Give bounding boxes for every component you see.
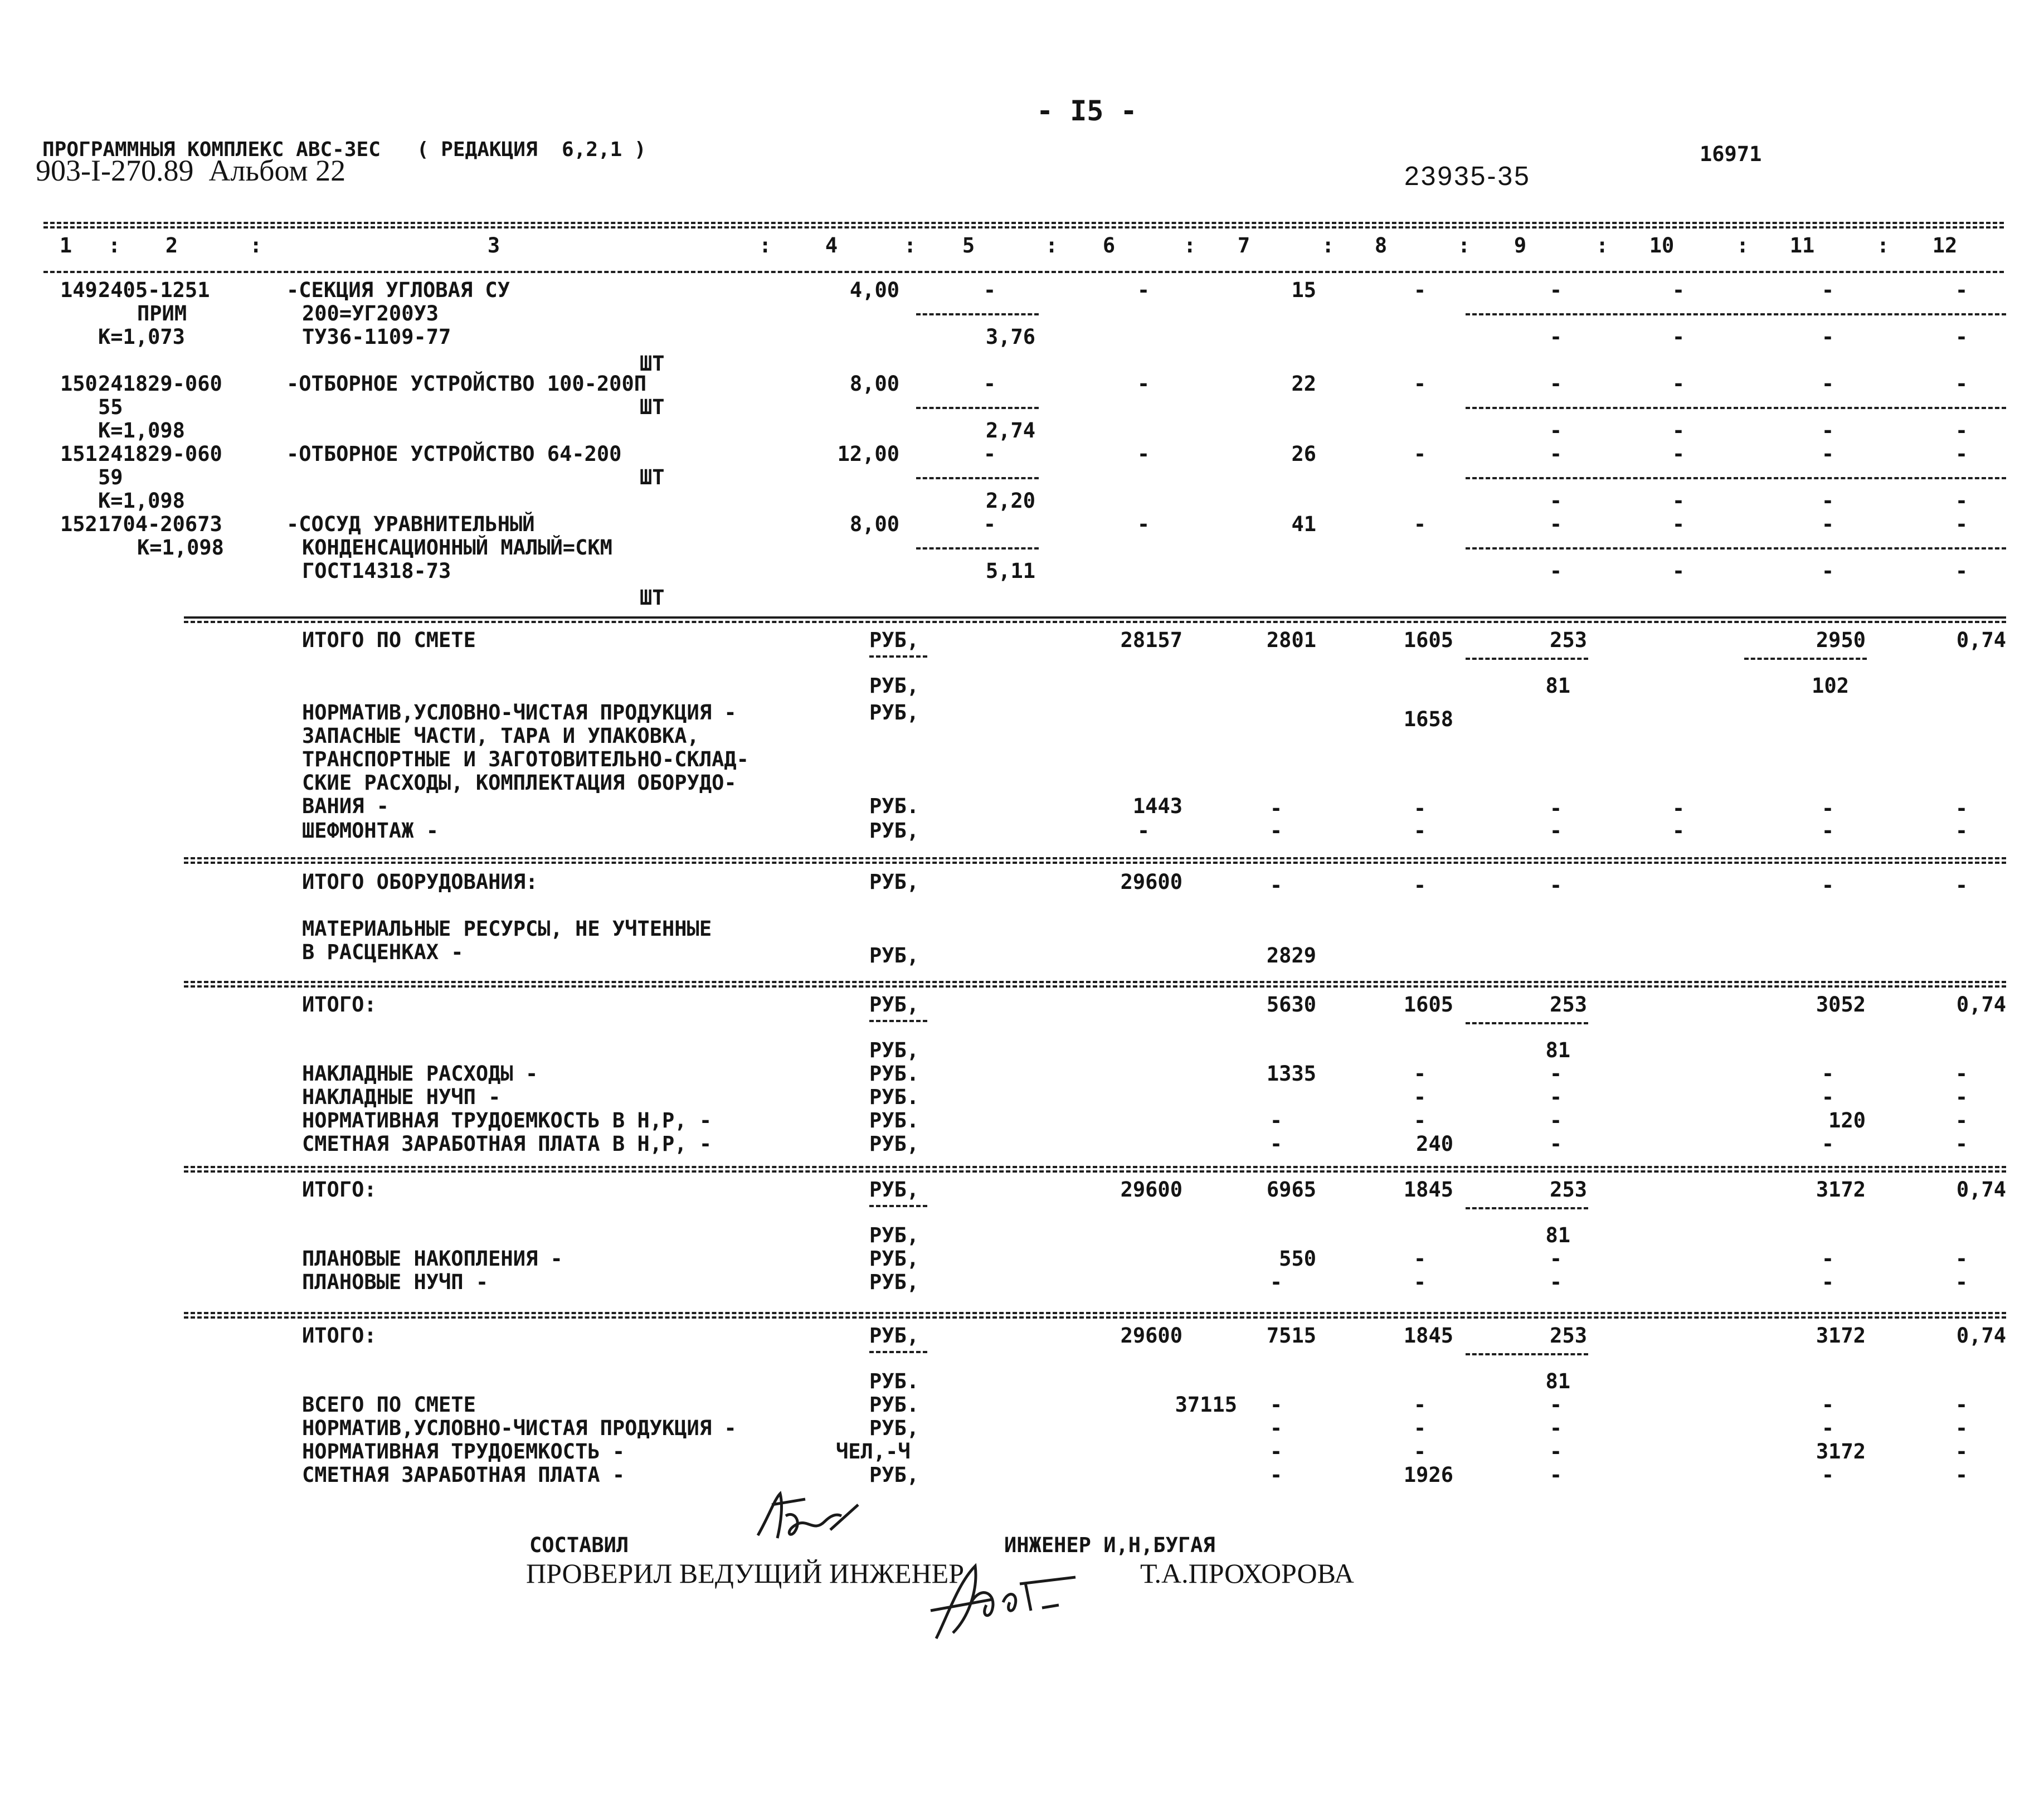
item-c10-top: - <box>1672 278 1685 302</box>
column-header-10: 10 <box>1649 234 1675 257</box>
total-col9-sub: 81 <box>1545 1369 1570 1393</box>
summary-c8: - <box>1413 1062 1427 1086</box>
cols9-12-divider <box>1466 313 2006 315</box>
total-label: ИТОГО: <box>302 993 377 1017</box>
item-c9-bottom: - <box>1549 489 1563 513</box>
summary-unit: РУБ. <box>869 1062 919 1086</box>
item-code-line: К=1,098 <box>98 419 185 443</box>
summary-c8: - <box>1413 1108 1427 1132</box>
item-col5-bottom: 3,76 <box>985 325 1035 349</box>
total-unit-2: РУБ. <box>869 1369 919 1393</box>
column-separator: : <box>1458 234 1471 257</box>
item-c9-top: - <box>1549 278 1563 302</box>
item-unit: ШТ <box>640 465 665 489</box>
materials-line: В РАСЦЕНКАХ - <box>302 940 464 964</box>
summary-c11: - <box>1821 1247 1834 1271</box>
total-col8: 1605 <box>1403 993 1453 1017</box>
item-c11-bottom: - <box>1821 325 1834 349</box>
item-name-line: -ОТБОРНОЕ УСТРОЙСТВО 64-200 <box>286 442 622 466</box>
section-rule <box>184 857 2006 859</box>
summary-c7: 550 <box>1279 1247 1316 1271</box>
checked-label: ПРОВЕРИЛ ВЕДУЩИЙ ИНЖЕНЕР <box>526 1558 965 1589</box>
item-col8: - <box>1413 372 1427 396</box>
normative-unit-first: РУБ, <box>869 701 919 725</box>
final-c7: - <box>1269 1440 1283 1463</box>
summary-unit: РУБ, <box>869 1270 919 1294</box>
dash-cell: - <box>1549 873 1563 897</box>
final-label: ВСЕГО ПО СМЕТЕ <box>302 1393 476 1417</box>
item-code-line: 59 <box>98 465 123 489</box>
total-unit: РУБ, <box>869 1324 919 1348</box>
summary-unit: РУБ, <box>869 1247 919 1271</box>
item-col5-bottom: 2,20 <box>985 489 1035 513</box>
item-name-line: -СОСУД УРАВНИТЕЛЬНЫЙ <box>286 512 535 536</box>
item-c10-bottom: - <box>1672 489 1685 513</box>
final-c11: - <box>1821 1393 1834 1417</box>
page-number: - I5 - <box>1036 95 1137 127</box>
normative-col6: 1443 <box>1132 794 1182 818</box>
final-c8: - <box>1413 1416 1427 1440</box>
final-label: НОРМАТИВНАЯ ТРУДОЕМКОСТЬ - <box>302 1440 625 1463</box>
col5-divider <box>916 407 1039 409</box>
total-col6: 29600 <box>1120 1178 1182 1202</box>
final-col6: 37115 <box>1175 1393 1237 1417</box>
summary-c12: - <box>1955 1108 1968 1132</box>
total-col9-sub: 81 <box>1545 1223 1570 1247</box>
item-c10-top: - <box>1672 372 1685 396</box>
final-c11: 3172 <box>1816 1440 1866 1463</box>
compiled-role: ИНЖЕНЕР И,Н,БУГАЯ <box>1004 1533 1215 1557</box>
summary-unit: РУБ, <box>869 1132 919 1156</box>
section-rule <box>184 1312 2006 1314</box>
item-col5-top: - <box>983 512 996 536</box>
summary-c11: - <box>1821 1270 1834 1294</box>
item-c12-bottom: - <box>1955 489 1968 513</box>
summary-c12: - <box>1955 1062 1968 1086</box>
item-c12-top: - <box>1955 372 1968 396</box>
summary-c8: - <box>1413 1085 1427 1109</box>
total-col9: 253 <box>1550 1178 1587 1202</box>
summary-c9: - <box>1549 1062 1563 1086</box>
summary-c7: - <box>1269 1270 1283 1294</box>
item-c9-bottom: - <box>1549 419 1563 443</box>
summary-unit: РУБ. <box>869 1108 919 1132</box>
item-col8: - <box>1413 278 1427 302</box>
total-equipment-col6: 29600 <box>1120 870 1182 894</box>
section-rule-2 <box>184 1170 2006 1173</box>
item-col6: - <box>1137 512 1150 536</box>
total-label: ИТОГО: <box>302 1324 377 1348</box>
section-rule-2 <box>184 862 2006 864</box>
column-header-4: 4 <box>825 234 838 257</box>
item-code-line: 2405-1251 <box>98 278 210 302</box>
cols9-12-divider <box>1466 477 2006 479</box>
unit-underline <box>869 1020 927 1022</box>
normative-unit-last: РУБ. <box>869 794 919 818</box>
total-col12: 0,74 <box>1956 1178 2006 1202</box>
item-col5-top: - <box>983 278 996 302</box>
dash-cell: - <box>1269 819 1283 843</box>
column-header-7: 7 <box>1237 234 1250 257</box>
column-separator: : <box>759 234 772 257</box>
summary-c7: - <box>1269 1132 1283 1156</box>
item-name-line: 200=УГ200УЗ <box>302 302 439 325</box>
item-c10-bottom: - <box>1672 559 1685 583</box>
item-code-line: К=1,098 <box>137 536 224 560</box>
item-col5-bottom: 5,11 <box>985 559 1035 583</box>
summary-label: ПЛАНОВЫЕ НУЧП - <box>302 1270 489 1294</box>
item-col8: - <box>1413 442 1427 466</box>
dash-cell: - <box>1137 819 1150 843</box>
summary-c9: - <box>1549 1085 1563 1109</box>
final-label: СМЕТНАЯ ЗАРАБОТНАЯ ПЛАТА - <box>302 1463 625 1487</box>
dash-cell: - <box>1413 873 1427 897</box>
item-col7: 15 <box>1291 278 1316 302</box>
final-unit: РУБ, <box>869 1463 919 1487</box>
total-col6: 28157 <box>1120 628 1182 652</box>
normative-line: ЗАПАСНЫЕ ЧАСТИ, ТАРА И УПАКОВКА, <box>302 724 699 748</box>
item-col5-top: - <box>983 372 996 396</box>
final-unit: РУБ. <box>869 1393 919 1417</box>
item-col5-bottom: 2,74 <box>985 419 1035 443</box>
item-c12-bottom: - <box>1955 559 1968 583</box>
item-unit: ШТ <box>640 395 665 419</box>
summary-c8: 240 <box>1416 1132 1453 1156</box>
total-unit: РУБ, <box>869 628 919 652</box>
normative-line: НОРМАТИВ,УСЛОВНО-ЧИСТАЯ ПРОДУКЦИЯ - <box>302 701 737 725</box>
column-header-6: 6 <box>1102 234 1116 257</box>
column-header-3: 3 <box>487 234 500 257</box>
total-col9: 253 <box>1550 628 1587 652</box>
summary-unit: РУБ. <box>869 1085 919 1109</box>
unit-underline <box>869 655 927 658</box>
summary-label: НОРМАТИВНАЯ ТРУДОЕМКОСТЬ В Н,Р, - <box>302 1108 712 1132</box>
col5-divider <box>916 547 1039 550</box>
final-unit: РУБ, <box>869 1416 919 1440</box>
total-equipment-unit: РУБ, <box>869 870 919 894</box>
item-c11-top: - <box>1821 512 1834 536</box>
total-col11-sub: 102 <box>1812 674 1849 698</box>
dash-cell: - <box>1821 796 1834 820</box>
item-col7: 22 <box>1291 372 1316 396</box>
final-c12: - <box>1955 1440 1968 1463</box>
header-top-rule <box>43 222 2004 224</box>
section-rule-2 <box>184 621 2006 623</box>
total-col7: 7515 <box>1266 1324 1316 1348</box>
summary-c7: 1335 <box>1266 1062 1316 1086</box>
header-bottom-rule <box>43 271 2004 273</box>
column-separator: : <box>1184 234 1196 257</box>
project-line: 903-I-270.89 Альбом 22 <box>36 154 346 187</box>
final-c12: - <box>1955 1416 1968 1440</box>
column-header-11: 11 <box>1789 234 1815 257</box>
col5-divider <box>916 313 1039 315</box>
dash-cell: - <box>1955 796 1968 820</box>
item-c10-bottom: - <box>1672 419 1685 443</box>
final-c11: - <box>1821 1416 1834 1440</box>
column-header-12: 12 <box>1932 234 1958 257</box>
final-c9: - <box>1549 1463 1563 1487</box>
column-header-2: 2 <box>165 234 178 257</box>
final-label: НОРМАТИВ,УСЛОВНО-ЧИСТАЯ ПРОДУКЦИЯ - <box>302 1416 737 1440</box>
total-unit-2: РУБ, <box>869 1223 919 1247</box>
program-line: ПРОГРАММНЫЯ КОМПЛЕКС АВС-ЗЕС ( РЕДАКЦИЯ 6,2,1 ) <box>42 138 646 161</box>
cols9-12-divider <box>1466 407 2006 409</box>
item-col7: 41 <box>1291 512 1316 536</box>
item-c11-bottom: - <box>1821 559 1834 583</box>
column-header-8: 8 <box>1374 234 1388 257</box>
total-col11: 3172 <box>1816 1178 1866 1202</box>
item-code-line: 241829-060 <box>98 442 222 466</box>
total-col7: 2801 <box>1266 628 1316 652</box>
item-c11-top: - <box>1821 442 1834 466</box>
total-col7: 6965 <box>1266 1178 1316 1202</box>
col9-divider <box>1466 1022 1588 1024</box>
dash-cell: - <box>1821 873 1834 897</box>
normative-col8: 1658 <box>1403 707 1453 731</box>
total-col11: 3052 <box>1816 993 1866 1017</box>
item-number: 149 <box>60 278 98 302</box>
unit-underline <box>869 1205 927 1207</box>
materials-unit: РУБ, <box>869 944 919 967</box>
items-end-rule <box>184 616 2006 619</box>
item-name-line: -СЕКЦИЯ УГЛОВАЯ СУ <box>286 278 510 302</box>
column-separator: : <box>1322 234 1335 257</box>
compiled-label: СОСТАВИЛ <box>529 1533 629 1557</box>
normative-line: ВАНИЯ - <box>302 794 389 818</box>
summary-c9: - <box>1549 1247 1563 1271</box>
total-label: ИТОГО: <box>302 1178 377 1202</box>
total-col8: 1845 <box>1403 1324 1453 1348</box>
dash-cell: - <box>1955 819 1968 843</box>
item-c12-top: - <box>1955 278 1968 302</box>
final-c8: - <box>1413 1393 1427 1417</box>
item-col6: - <box>1137 278 1150 302</box>
final-c7: - <box>1269 1416 1283 1440</box>
final-c12: - <box>1955 1463 1968 1487</box>
section-rule-2 <box>184 1316 2006 1319</box>
signature-checked <box>914 1549 1092 1650</box>
total-label: ИТОГО ПО СМЕТЕ <box>302 628 476 652</box>
materials-line: МАТЕРИАЛЬНЫЕ РЕСУРСЫ, НЕ УЧТЕННЫЕ <box>302 917 712 941</box>
summary-label: ПЛАНОВЫЕ НАКОПЛЕНИЯ - <box>302 1247 563 1271</box>
col5-divider <box>916 477 1039 479</box>
item-c11-bottom: - <box>1821 489 1834 513</box>
item-c12-bottom: - <box>1955 419 1968 443</box>
signature-compiled <box>747 1482 880 1555</box>
item-c10-top: - <box>1672 442 1685 466</box>
final-c8: - <box>1413 1440 1427 1463</box>
dash-cell: - <box>1549 796 1563 820</box>
final-c7: - <box>1269 1463 1283 1487</box>
column-header-5: 5 <box>962 234 975 257</box>
summary-label: СМЕТНАЯ ЗАРАБОТНАЯ ПЛАТА В Н,Р, - <box>302 1132 712 1156</box>
unit-underline <box>869 1351 927 1353</box>
summary-c11: 120 <box>1828 1108 1866 1132</box>
summary-c9: - <box>1549 1270 1563 1294</box>
item-code-line: ПРИМ <box>137 302 187 325</box>
dash-cell: - <box>1549 819 1563 843</box>
item-code-line: 241829-060 <box>98 372 222 396</box>
item-c11-top: - <box>1821 278 1834 302</box>
item-code-line: К=1,098 <box>98 489 185 513</box>
item-name-line: ГОСТ14318-73 <box>302 559 451 583</box>
column-header-9: 9 <box>1513 234 1527 257</box>
summary-c11: - <box>1821 1085 1834 1109</box>
final-c9: - <box>1549 1393 1563 1417</box>
item-c9-top: - <box>1549 442 1563 466</box>
summary-label: НАКЛАДНЫЕ НУЧП - <box>302 1085 501 1109</box>
summary-c11: - <box>1821 1132 1834 1156</box>
item-c12-top: - <box>1955 442 1968 466</box>
item-col7: 26 <box>1291 442 1316 466</box>
final-c9: - <box>1549 1416 1563 1440</box>
total-equipment-label: ИТОГО ОБОРУДОВАНИЯ: <box>302 870 538 894</box>
item-unit: ШТ <box>640 352 665 376</box>
item-c9-bottom: - <box>1549 559 1563 583</box>
summary-c7: - <box>1269 1108 1283 1132</box>
dash-cell: - <box>1413 796 1427 820</box>
total-col12: 0,74 <box>1956 1324 2006 1348</box>
total-col8: 1605 <box>1403 628 1453 652</box>
dash-cell: - <box>1821 819 1834 843</box>
doc-number: 16971 <box>1700 142 1762 166</box>
item-c11-top: - <box>1821 372 1834 396</box>
item-col6: - <box>1137 372 1150 396</box>
summary-c12: - <box>1955 1247 1968 1271</box>
total-unit: РУБ, <box>869 1178 919 1202</box>
item-code-line: К=1,073 <box>98 325 185 349</box>
summary-c9: - <box>1549 1108 1563 1132</box>
item-c9-bottom: - <box>1549 325 1563 349</box>
handwritten-number: 23935-35 <box>1404 162 1531 191</box>
item-col5-top: - <box>983 442 996 466</box>
item-c11-bottom: - <box>1821 419 1834 443</box>
column-separator: : <box>1045 234 1058 257</box>
item-number: 151 <box>60 442 98 466</box>
dash-cell: - <box>1955 873 1968 897</box>
total-col9: 253 <box>1550 993 1587 1017</box>
dash-cell: - <box>1413 819 1427 843</box>
summary-c12: - <box>1955 1132 1968 1156</box>
total-col12: 0,74 <box>1956 993 2006 1017</box>
final-c11: - <box>1821 1463 1834 1487</box>
column-separator: : <box>108 234 121 257</box>
col9-divider <box>1466 1207 1588 1209</box>
summary-c12: - <box>1955 1085 1968 1109</box>
dash-cell: - <box>1269 873 1283 897</box>
total-col9-sub: 81 <box>1545 674 1570 698</box>
summary-c8: - <box>1413 1270 1427 1294</box>
item-unit: ШТ <box>640 586 665 610</box>
materials-col7: 2829 <box>1266 944 1316 967</box>
total-unit-2: РУБ, <box>869 1038 919 1062</box>
item-name-line: ТУ36-1109-77 <box>302 325 451 349</box>
total-col7: 5630 <box>1266 993 1316 1017</box>
item-quantity: 4,00 <box>849 278 899 302</box>
column-separator: : <box>904 234 917 257</box>
total-col9-sub: 81 <box>1545 1038 1570 1062</box>
total-col8: 1845 <box>1403 1178 1453 1202</box>
column-separator: : <box>1877 234 1890 257</box>
final-c12: - <box>1955 1393 1968 1417</box>
header-top-rule-2 <box>43 226 2004 228</box>
summary-c11: - <box>1821 1062 1834 1086</box>
shefmontazh-unit: РУБ, <box>869 819 919 843</box>
summary-c9: - <box>1549 1132 1563 1156</box>
total-unit: РУБ, <box>869 993 919 1017</box>
column-separator: : <box>1736 234 1749 257</box>
summary-c8: - <box>1413 1247 1427 1271</box>
item-c9-top: - <box>1549 512 1563 536</box>
summary-c12: - <box>1955 1270 1968 1294</box>
col9-divider <box>1466 658 1588 660</box>
final-unit: ЧЕЛ,-Ч <box>836 1440 911 1463</box>
item-col6: - <box>1137 442 1150 466</box>
final-c7: - <box>1269 1393 1283 1417</box>
item-c10-top: - <box>1672 512 1685 536</box>
final-c8: 1926 <box>1403 1463 1453 1487</box>
item-quantity: 8,00 <box>849 512 899 536</box>
dash-cell: - <box>1672 819 1685 843</box>
cols9-12-divider <box>1466 547 2006 550</box>
item-name-line: -ОТБОРНОЕ УСТРОЙСТВО 100-200П <box>286 372 647 396</box>
total-col11: 3172 <box>1816 1324 1866 1348</box>
item-name-line: КОНДЕНСАЦИОННЫЙ МАЛЫЙ=СКМ <box>302 536 612 560</box>
dash-cell: - <box>1672 796 1685 820</box>
final-c9: - <box>1549 1440 1563 1463</box>
checked-name: Т.А.ПРОХОРОВА <box>1140 1558 1354 1589</box>
item-c12-top: - <box>1955 512 1968 536</box>
column-separator: : <box>1596 234 1609 257</box>
total-col9: 253 <box>1550 1324 1587 1348</box>
section-rule <box>184 1166 2006 1168</box>
item-c10-bottom: - <box>1672 325 1685 349</box>
section-rule <box>184 981 2006 983</box>
column-separator: : <box>250 234 262 257</box>
item-quantity: 8,00 <box>849 372 899 396</box>
dash-cell: - <box>1269 796 1283 820</box>
item-code-line: 55 <box>98 395 123 419</box>
item-quantity: 12,00 <box>837 442 899 466</box>
total-unit-2: РУБ, <box>869 674 919 698</box>
item-number: 152 <box>60 512 98 536</box>
col9-divider <box>1466 1353 1588 1355</box>
item-c9-top: - <box>1549 372 1563 396</box>
summary-label: НАКЛАДНЫЕ РАСХОДЫ - <box>302 1062 538 1086</box>
item-c12-bottom: - <box>1955 325 1968 349</box>
section-rule-2 <box>184 985 2006 988</box>
shefmontazh-label: ШЕФМОНТАЖ - <box>302 819 439 843</box>
normative-line: СКИЕ РАСХОДЫ, КОМПЛЕКТАЦИЯ ОБОРУДО- <box>302 771 737 795</box>
total-col11: 2950 <box>1816 628 1866 652</box>
normative-line: ТРАНСПОРТНЫЕ И ЗАГОТОВИТЕЛЬНО-СКЛАД- <box>302 747 749 771</box>
total-col6: 29600 <box>1120 1324 1182 1348</box>
item-number: 150 <box>60 372 98 396</box>
col11-divider <box>1744 658 1867 660</box>
total-col12: 0,74 <box>1956 628 2006 652</box>
item-col8: - <box>1413 512 1427 536</box>
item-code-line: 1704-20673 <box>98 512 222 536</box>
column-header-1: 1 <box>59 234 72 257</box>
